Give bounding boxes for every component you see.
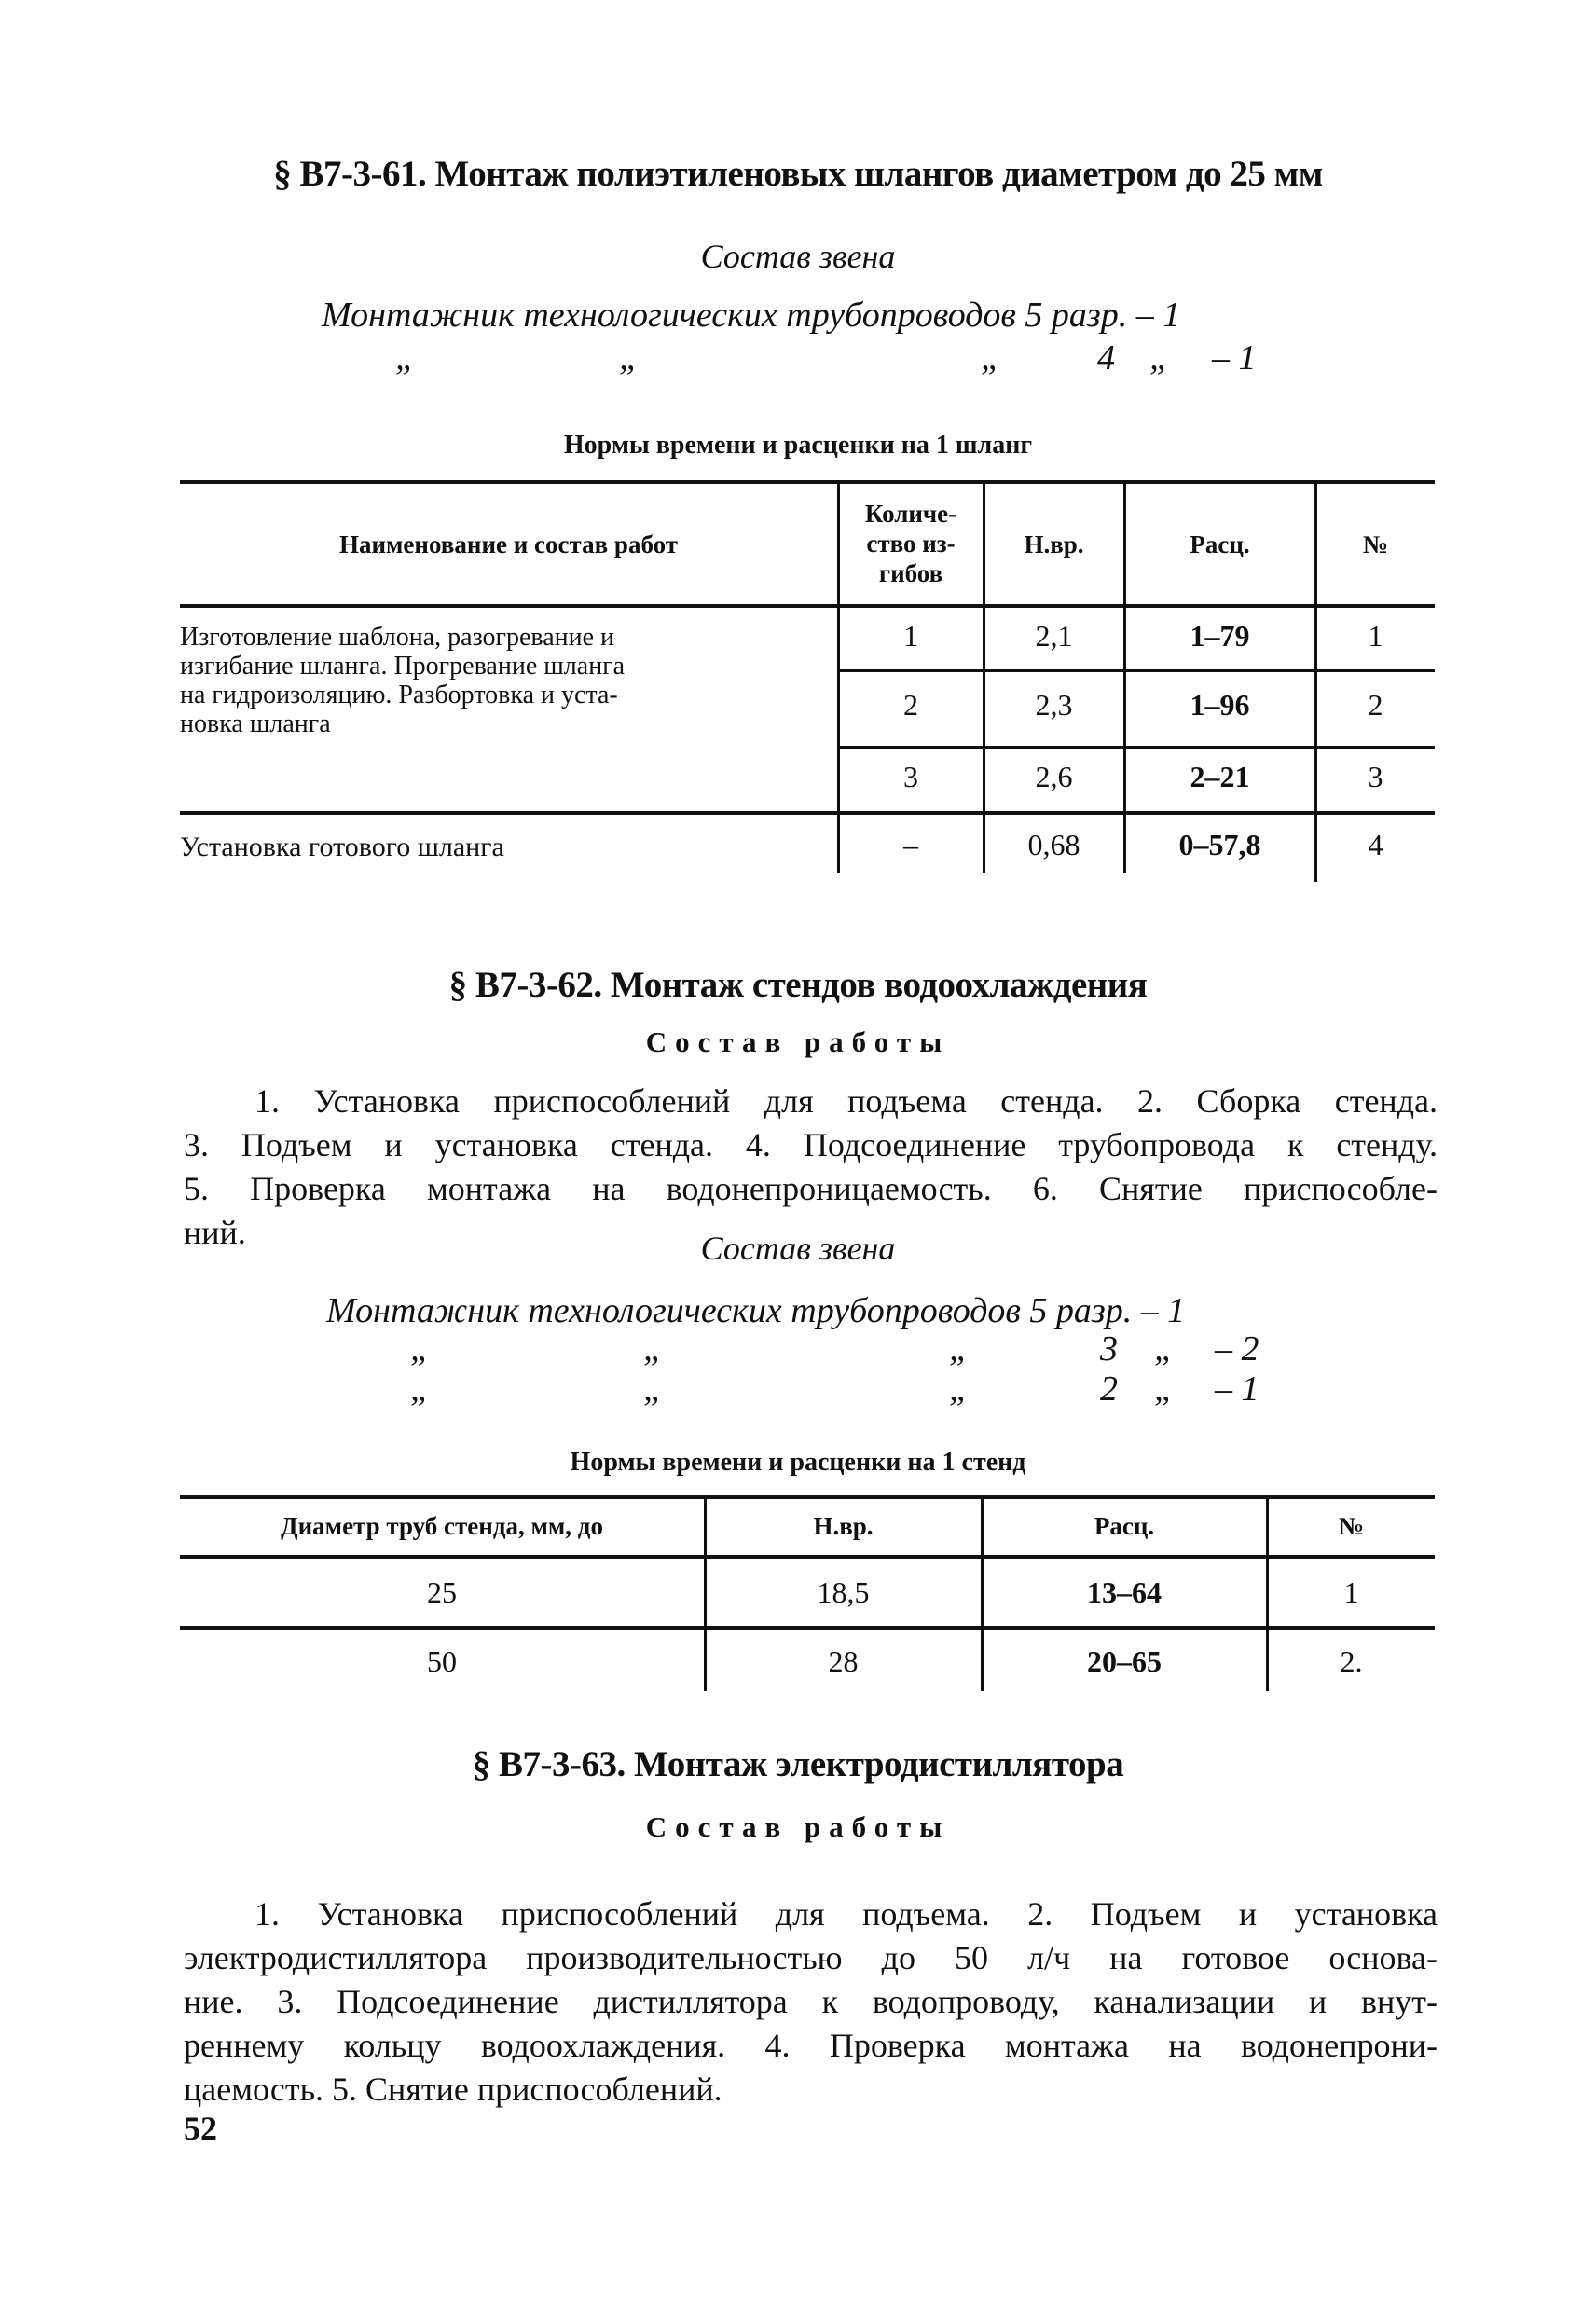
ditto-mark: „: [1154, 1369, 1175, 1409]
ditto-mark: „: [643, 1329, 664, 1369]
work-title-3: Состав работы: [645, 1810, 951, 1843]
crew-grade: 3: [1100, 1329, 1118, 1369]
table-cell: 0,68: [1027, 828, 1080, 861]
crew-count: – 1: [1135, 296, 1181, 335]
paragraph-line: электродистиллятора производительностью до 50 л/ч на готовое основа-: [184, 1939, 1438, 1976]
crew-line-1-1: [322, 295, 1180, 336]
ditto-mark: „: [643, 1369, 664, 1409]
table-cell: –: [903, 828, 918, 861]
table-cell: 2,1: [1035, 619, 1073, 653]
ditto-mark: „: [949, 1369, 970, 1409]
page-number: 52: [184, 2110, 217, 2147]
table-cell: 2–21: [1190, 760, 1250, 793]
ditto-mark: „: [410, 1329, 431, 1369]
table-caption-1: Нормы времени и расценки на 1 шланг: [563, 431, 1033, 460]
section-heading-1: § В7-3-61. Монтаж полиэтиленовых шлангов диаметром до 25 мм: [273, 154, 1323, 194]
table-cell: 28: [828, 1645, 859, 1678]
paragraph-line: 3. Подъем и установка стенда. 4. Подсоединение трубопровода к стенду.: [184, 1126, 1438, 1163]
description-line: новка шланга: [180, 709, 331, 738]
header-norm: Н.вр.: [813, 1512, 874, 1540]
crew-name: Монтажник технологических трубопроводов 5 разр.: [322, 296, 1128, 335]
work-description: [180, 623, 832, 738]
table-cell: 2,3: [1035, 688, 1073, 722]
section-heading-2: § В7-3-62. Монтаж стендов водоохлаждения: [448, 965, 1148, 1005]
table-cell: 2,6: [1035, 760, 1073, 793]
table-cell: 3: [1368, 760, 1383, 793]
header-rate: Расц.: [1094, 1512, 1155, 1540]
table-caption-2: Нормы времени и расценки на 1 стенд: [570, 1448, 1026, 1477]
table-rule: [180, 604, 1435, 608]
header-bends-line: ство из-: [866, 530, 956, 557]
table-rule: [839, 669, 1435, 672]
paragraph-line: ний.: [184, 1214, 246, 1251]
paragraph-line: 5. Проверка монтажа на водонепроницаемость. 6. Снятие приспособле-: [184, 1170, 1438, 1207]
header-diameter: Диаметр труб стенда, мм, до: [281, 1512, 603, 1540]
description-line: изгибание шланга. Прогревание шланга: [180, 652, 626, 681]
table-cell: 50: [427, 1645, 457, 1678]
table-rule: [180, 1555, 1435, 1559]
crew-count: – 1: [1140, 1291, 1186, 1330]
work-description-3: [184, 1892, 1438, 2112]
table-rule: [180, 480, 1435, 484]
crew-title-2: Состав звена: [700, 1230, 896, 1267]
crew-count: – 1: [1212, 338, 1257, 378]
header-number: №: [1338, 1512, 1365, 1540]
table-cell: 4: [1368, 828, 1383, 861]
ditto-mark: „: [410, 1369, 431, 1409]
crew-grade: 4: [1097, 338, 1115, 378]
paragraph-line: цаемость. 5. Снятие приспособлений.: [184, 2071, 722, 2108]
table-rule: [180, 811, 1435, 815]
ditto-mark: „: [619, 338, 640, 378]
header-number: №: [1362, 530, 1389, 558]
crew-title-1: Состав звена: [700, 238, 896, 275]
table-cell: 1: [1343, 1576, 1359, 1609]
paragraph-line: ние. 3. Подсоединение дистиллятора к водопроводу, канализации и внут-: [184, 1983, 1438, 2020]
header-bends: [839, 499, 983, 588]
paragraph-line: 1. Установка приспособлений для подъема. 2. Подъем и установка: [255, 1895, 1438, 1933]
paragraph-line: реннему кольцу водоохлаждения. 4. Проверка монтажа на водонепрони-: [184, 2027, 1438, 2064]
ditto-mark: „: [981, 338, 1001, 378]
table-cell: 25: [427, 1576, 457, 1609]
section-heading-3: § В7-3-63. Монтаж электродистиллятора: [472, 1744, 1124, 1784]
table-rule: [839, 746, 1435, 749]
table-rule: [180, 1626, 1435, 1630]
work-title-2: Состав работы: [645, 1025, 951, 1058]
table-rule: [180, 1495, 1435, 1499]
header-rate: Расц.: [1190, 530, 1250, 558]
table-cell: 18,5: [817, 1576, 870, 1609]
ditto-mark: „: [395, 338, 416, 378]
description-line: на гидроизоляцию. Разбортовка и уста-: [180, 681, 618, 709]
table-cell: 2: [1368, 688, 1383, 722]
work-description: Установка готового шланга: [180, 832, 504, 862]
table-cell: 20–65: [1087, 1645, 1162, 1678]
table-cell: 1: [1368, 619, 1383, 653]
description-line: Изготовление шаблона, разогревание и: [180, 623, 615, 652]
crew-count: – 1: [1215, 1369, 1259, 1409]
table-cell: 1–96: [1190, 688, 1250, 722]
header-work-name: Наименование и состав работ: [338, 530, 678, 558]
header-norm: Н.вр.: [1024, 530, 1084, 558]
header-bends-line: Количе-: [864, 500, 957, 528]
crew-grade: 2: [1100, 1369, 1118, 1409]
table-cell: 1–79: [1190, 619, 1250, 653]
crew-line-2-1: [326, 1290, 1185, 1331]
header-bends-line: гибов: [878, 559, 943, 587]
crew-name: Монтажник технологических трубопроводов 5 разр.: [326, 1291, 1133, 1330]
paragraph-line: 1. Установка приспособлений для подъема стенда. 2. Сборка стенда.: [255, 1082, 1438, 1120]
table-cell: 1: [903, 619, 918, 653]
table-cell: 0–57,8: [1178, 828, 1261, 861]
ditto-mark: „: [1149, 338, 1170, 378]
ditto-mark: „: [1154, 1329, 1175, 1369]
table-cell: 2: [903, 688, 918, 722]
crew-count: – 2: [1215, 1329, 1259, 1369]
table-cell: 3: [903, 760, 918, 793]
ditto-mark: „: [949, 1329, 970, 1369]
table-cell: 2.: [1340, 1645, 1363, 1678]
table-cell: 13–64: [1087, 1576, 1162, 1609]
